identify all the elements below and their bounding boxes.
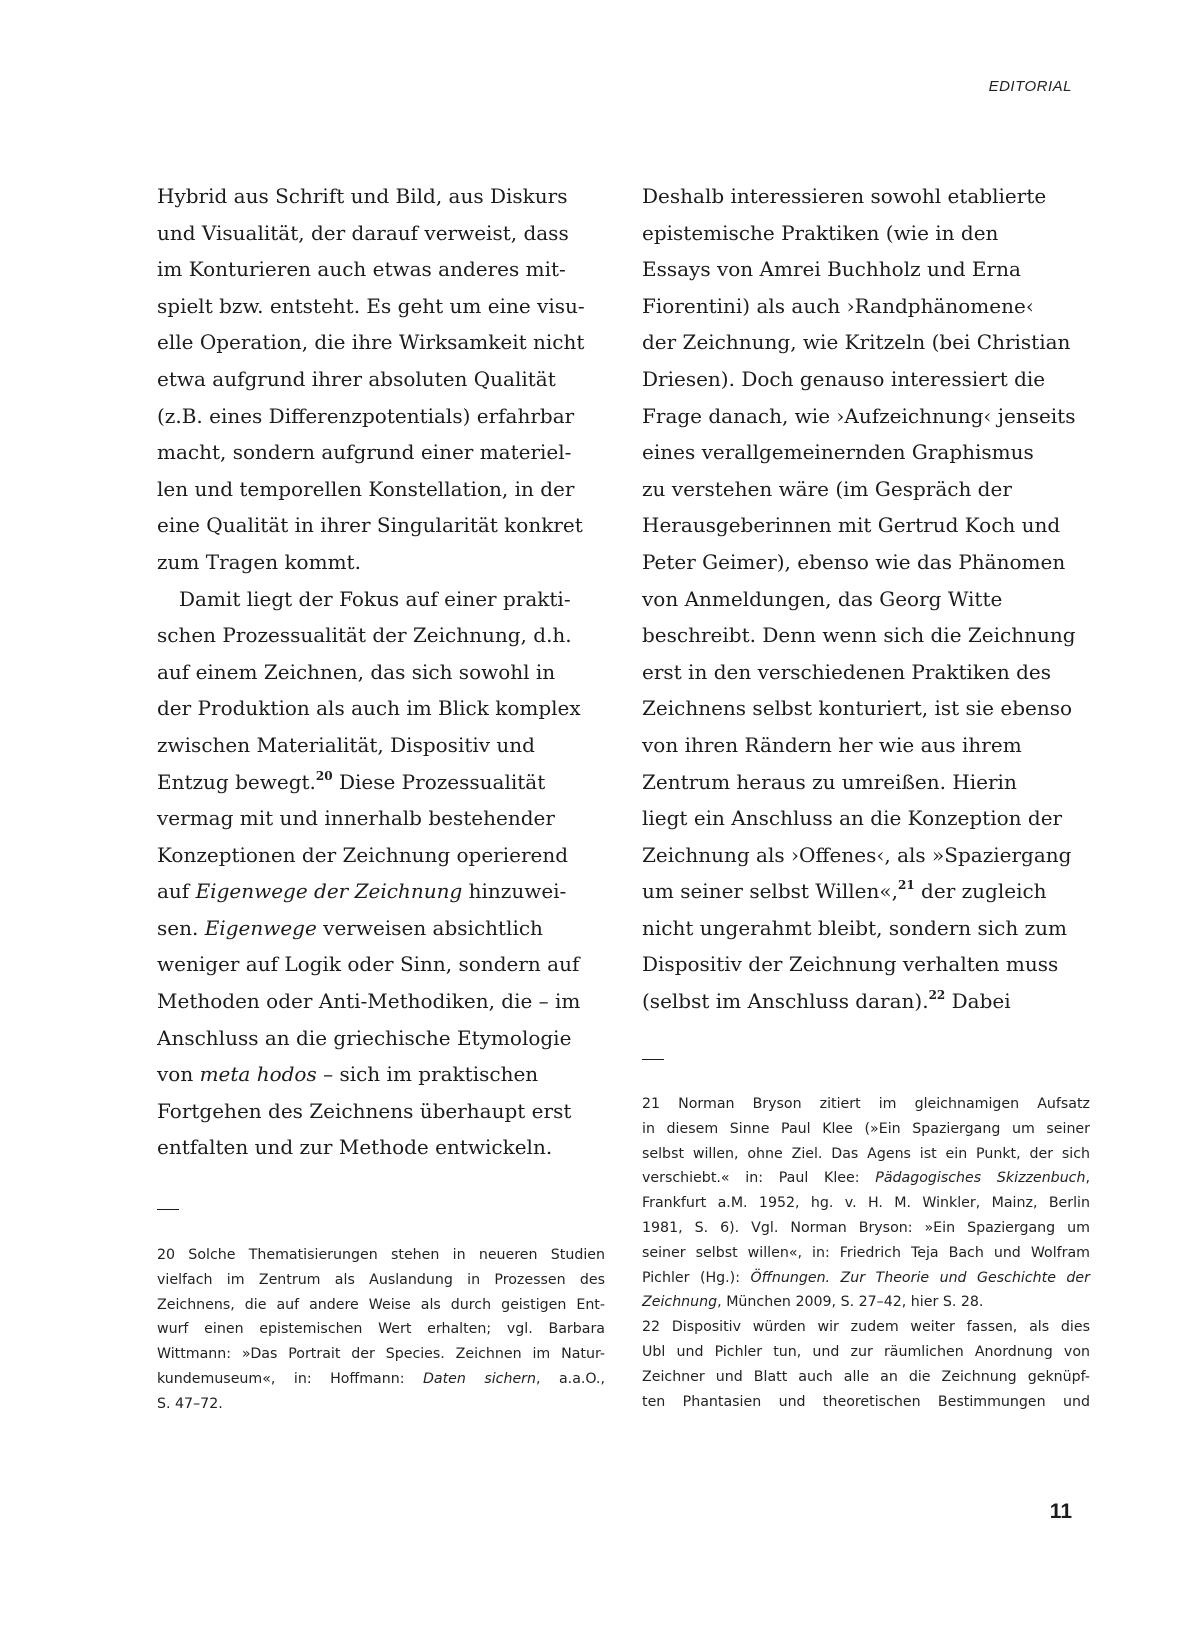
italic-title: Daten sichern (422, 1370, 537, 1387)
text-line: Zeichnung als ›Offenes‹, als »Spaziergang (642, 842, 1072, 867)
text-line: auf einem Zeichnen, das sich sowohl in (157, 659, 556, 684)
left-column (157, 178, 597, 1166)
footnote-line: Wittmann: »Das Portrait der Species. Zeichnen im Natur- (157, 1346, 605, 1363)
text-line: von ihren Rändern her wie aus ihrem (642, 732, 1022, 757)
text-segment: auf (157, 879, 196, 904)
text-line: Deshalb interessieren sowohl etablierte (642, 184, 1047, 208)
text-line: len und temporellen Konstellation, in der (157, 476, 575, 501)
footnote-ref-22[interactable]: 22 (928, 988, 946, 1003)
text-line: Driesen). Doch genauso interessiert die (642, 366, 1046, 391)
paragraph-2 (157, 581, 597, 1167)
text-segment: Entzug bewegt. (157, 769, 316, 794)
italic-title: Zeichnung (642, 1294, 718, 1311)
right-column (642, 178, 1082, 1020)
footnote-divider (642, 1059, 664, 1060)
text-line: (z.B. eines Differenzpotentials) erfahrbar (157, 403, 575, 428)
footnote-line: Zeichnens, die auf andere Weise als durch geistigen Ent- (157, 1296, 605, 1313)
text-segment: hinzuwei- (462, 879, 567, 904)
footnote-line: ten Phantasien und theoretischen Bestimmungen und (642, 1393, 1090, 1410)
footnote-line: 20 Solche Thematisierungen stehen in neueren Studien (157, 1247, 605, 1263)
footnotes-left (157, 1243, 605, 1417)
footnote-line: vielfach im Zentrum als Auslandung in Prozessen des (157, 1271, 605, 1288)
footnote-line: wurf einen epistemischen Wert erhalten; vgl. Barbara (157, 1321, 605, 1338)
paragraph-1 (157, 178, 597, 581)
text-segment: , a.a.O., (536, 1370, 606, 1387)
text-segment: Dabei (945, 989, 1011, 1014)
text-line: und Visualität, der darauf verweist, dass (157, 220, 569, 245)
text-line (642, 983, 1082, 1020)
text-segment: kundemuseum«, in: Hoffmann: (157, 1370, 423, 1387)
text-line (157, 1056, 597, 1093)
text-segment: Pichler (Hg.): (642, 1269, 751, 1286)
page-number: 11 (1049, 1500, 1072, 1523)
text-line: epistemische Praktiken (wie in den (642, 220, 999, 245)
text-line: weniger auf Logik oder Sinn, sondern auf (157, 952, 580, 977)
italic-title: Öffnungen. Zur Theorie und Geschichte der (750, 1269, 1090, 1286)
text-segment: , (1085, 1170, 1090, 1187)
running-head: EDITORIAL (988, 78, 1072, 95)
text-line: Essays von Amrei Buchholz und Erna (642, 257, 1021, 282)
text-line: eines verallgemeinernden Graphismus (642, 440, 1034, 465)
text-line: von Anmeldungen, das Georg Witte (642, 586, 1003, 611)
text-segment: , München 2009, S. 27–42, hier S. 28. (717, 1294, 984, 1311)
text-line: nicht ungerahmt bleibt, sondern sich zum (642, 915, 1067, 940)
text-line: Herausgeberinnen mit Gertrud Koch und (642, 513, 1061, 538)
text-line: Dispositiv der Zeichnung verhalten muss (642, 952, 1059, 977)
text-segment: (selbst im Anschluss daran). (642, 989, 929, 1014)
text-line (157, 910, 597, 947)
footnote-divider (157, 1209, 179, 1210)
text-line: elle Operation, die ihre Wirksamkeit nicht (157, 330, 585, 355)
text-segment: von (157, 1062, 200, 1087)
footnote-22 (642, 1315, 1090, 1414)
text-line: Anschluss an die griechische Etymologie (157, 1025, 572, 1050)
text-line: Fiorentini) als auch ›Randphänomene‹ (642, 293, 1034, 318)
text-line: Damit liegt der Fokus auf einer prakti- (179, 586, 571, 611)
text-line: vermag mit und innerhalb bestehender (157, 806, 555, 831)
text-line (157, 873, 597, 910)
footnote-line (642, 1166, 1090, 1191)
text-line: zum Tragen kommt. (157, 549, 361, 574)
text-segment: der zugleich (914, 879, 1047, 904)
footnote-line: 21 Norman Bryson zitiert im gleichnamigen Aufsatz (642, 1096, 1090, 1112)
footnote-ref-21[interactable]: 21 (898, 878, 915, 893)
footnote-line: in diesem Sinne Paul Klee (»Ein Spaziergang um seiner (642, 1120, 1090, 1137)
text-line: eine Qualität in ihrer Singularität konkret (157, 513, 583, 538)
text-line: der Produktion als auch im Blick komplex (157, 696, 581, 721)
footnote-21 (642, 1092, 1090, 1315)
footnote-line: S. 47–72. (157, 1395, 223, 1412)
text-segment: – sich im praktischen (316, 1062, 539, 1087)
footnote-line: Zeichner und Blatt auch alle an die Zeichnung geknüpf- (642, 1368, 1090, 1385)
footnote-line: seiner selbst willen«, in: Friedrich Teja Bach und Wolfram (642, 1244, 1090, 1261)
text-line: Frage danach, wie ›Aufzeichnung‹ jenseits (642, 403, 1076, 428)
text-line: zwischen Materialität, Dispositiv und (157, 732, 535, 757)
italic-title: Pädagogisches Skizzenbuch (875, 1170, 1086, 1187)
text-line: Zentrum heraus zu umreißen. Hierin (642, 769, 1017, 794)
text-line: Konzeptionen der Zeichnung operierend (157, 842, 569, 867)
text-line: erst in den verschiedenen Praktiken des (642, 659, 1052, 684)
footnote-20 (157, 1243, 605, 1417)
footnote-line: selbst willen, ohne Ziel. Das Agens ist ein Punkt, der sich (642, 1145, 1090, 1162)
text-segment: um seiner selbst Willen«, (642, 879, 898, 904)
text-segment: Diese Prozessualität (332, 769, 546, 794)
text-line: liegt ein Anschluss an die Konzeption der (642, 806, 1063, 831)
footnote-line (642, 1290, 1090, 1315)
footnote-line: 22 Dispositiv würden wir zudem weiter fassen, als dies (642, 1319, 1090, 1336)
footnote-line: Frankfurt a.M. 1952, hg. v. H. M. Winkler, Mainz, Berlin (642, 1195, 1090, 1212)
paragraph-3 (642, 178, 1082, 1020)
text-line: Zeichnens selbst konturiert, ist sie ebenso (642, 696, 1073, 721)
footnote-line (157, 1367, 605, 1392)
text-line: beschreibt. Denn wenn sich die Zeichnung (642, 623, 1076, 648)
text-line: Hybrid aus Schrift und Bild, aus Diskurs (157, 184, 568, 208)
text-line: zu verstehen wäre (im Gespräch der (642, 476, 1012, 501)
text-line: der Zeichnung, wie Kritzeln (bei Christian (642, 330, 1071, 355)
text-line (642, 873, 1082, 910)
text-line: entfalten und zur Methode entwickeln. (157, 1135, 553, 1160)
italic-term: meta hodos (199, 1062, 317, 1087)
text-line: Methoden oder Anti-Methodiken, die – im (157, 989, 581, 1014)
text-segment: verschiebt.« in: Paul Klee: (642, 1170, 876, 1187)
text-line: etwa aufgrund ihrer absoluten Qualität (157, 366, 556, 391)
footnotes-right (642, 1092, 1090, 1414)
text-line: macht, sondern aufgrund einer materiel- (157, 440, 572, 465)
text-line: Fortgehen des Zeichnens überhaupt erst (157, 1098, 572, 1123)
footnote-line: 1981, S. 6). Vgl. Norman Bryson: »Ein Spaziergang um (642, 1219, 1090, 1236)
text-line: schen Prozessualität der Zeichnung, d.h. (157, 623, 572, 648)
italic-term: Eigenwege der Zeichnung (195, 879, 463, 904)
footnote-ref-20[interactable]: 20 (315, 768, 333, 783)
text-segment: verweisen absichtlich (316, 915, 543, 940)
text-line: Peter Geimer), ebenso wie das Phänomen (642, 549, 1066, 574)
text-line: im Konturieren auch etwas anderes mit- (157, 257, 566, 282)
text-line (157, 764, 597, 801)
text-line: spielt bzw. entsteht. Es geht um eine visu- (157, 293, 585, 318)
footnote-line (642, 1266, 1090, 1291)
italic-term: Eigenwege (204, 915, 317, 940)
footnote-line: Ubl und Pichler tun, und zur räumlichen Anordnung von (642, 1343, 1090, 1360)
text-segment: sen. (157, 915, 205, 940)
